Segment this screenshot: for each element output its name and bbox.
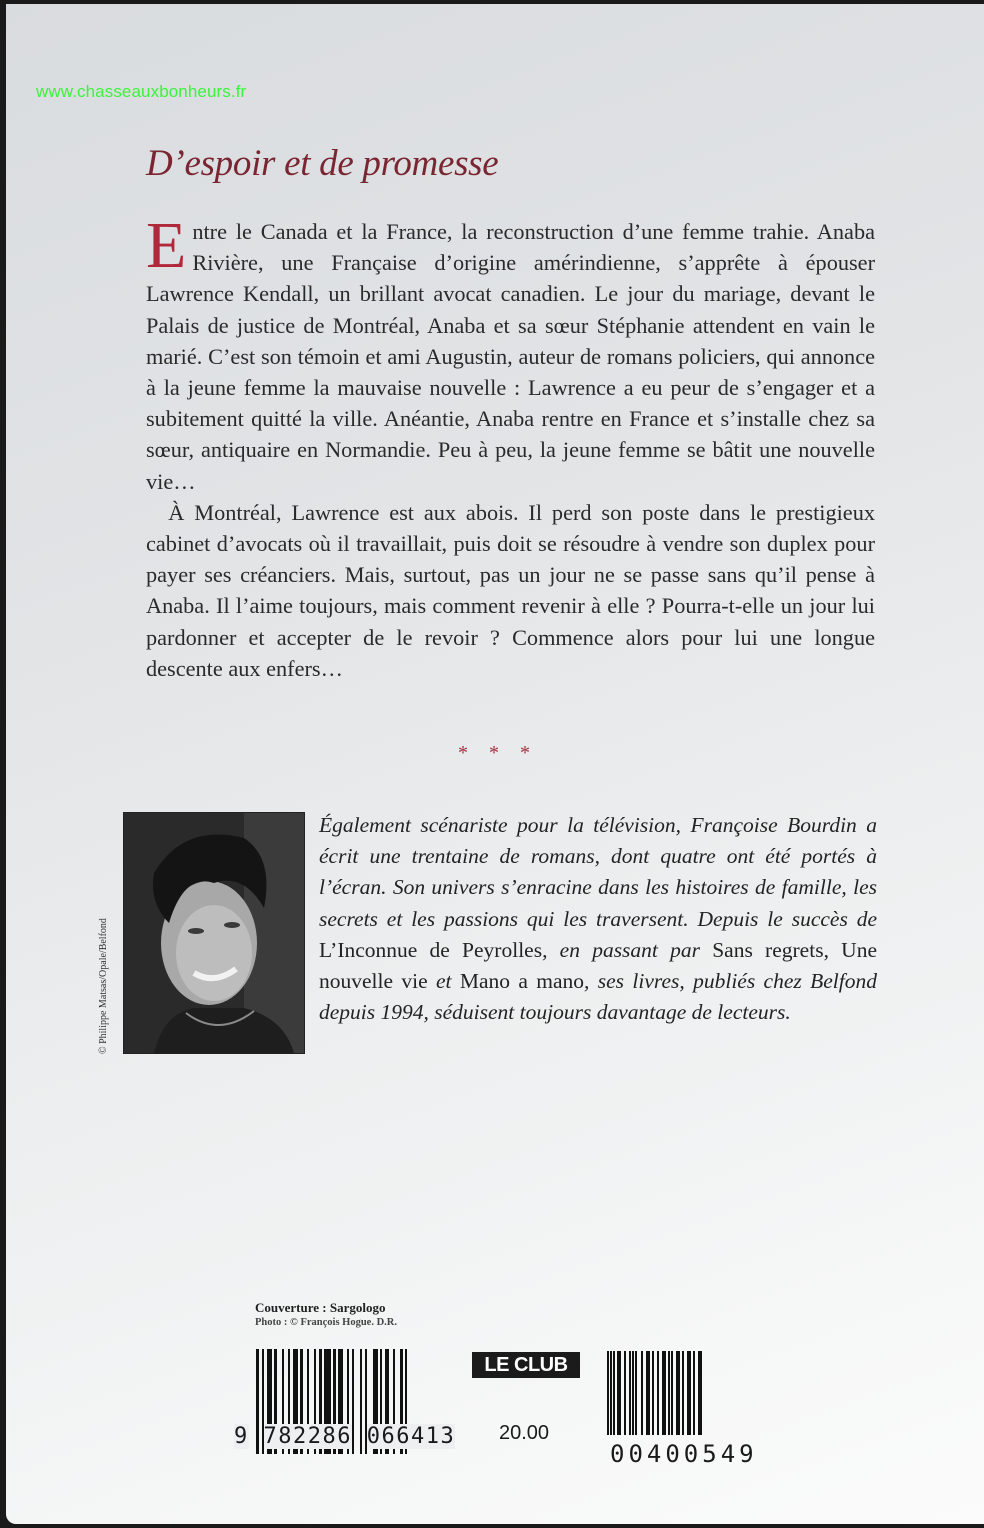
- bio-text: Également scénariste pour la télévision, Françoise Bourdin a écrit une trentaine de romans, dont quatre ont été portés à l’écran. Son univers s’enracine dans les histoires de famille, les secrets et les passions qui les traversent. Depuis le succès de: [319, 813, 877, 931]
- author-portrait-icon: [124, 813, 304, 1053]
- bio-text: ,: [823, 937, 842, 962]
- club-code: 00400549: [610, 1440, 758, 1468]
- isbn-group-2: 066413: [366, 1424, 456, 1449]
- cover-credits: [255, 1300, 397, 1328]
- author-photo: [123, 812, 305, 1054]
- bio-text: et: [427, 969, 460, 994]
- isbn-prefix: 9: [234, 1424, 249, 1449]
- photo-credit: © Philippe Matsas/Opale/Belfond: [98, 918, 109, 1054]
- drop-cap: E: [146, 209, 187, 282]
- synopsis: [146, 209, 875, 684]
- synopsis-paragraph-1: [146, 209, 875, 497]
- club-barcode: [607, 1351, 702, 1435]
- book-title-ref: Mano a mano: [459, 969, 585, 994]
- publisher-logo: LE CLUB: [472, 1352, 580, 1378]
- book-title-ref: Une nouvelle vie: [319, 937, 877, 994]
- photo-credit-line: Photo : © François Hogue. D.R.: [255, 1317, 398, 1328]
- synopsis-text-1: ntre le Canada et la France, la reconstruction d’une femme trahie. Anaba Rivière, une Française d’origine amérindienne, s’apprête à épouser Lawrence Kendall, un brillant avocat canadien. Le jour du mariage, devant le Palais de justice de Montréal, Anaba et sa sœur Stéphanie attendent en vain le marié. C’est son témoin et ami Augustin, auteur de romans policiers, qui annonce à la jeune femme la mauvaise nouvelle : Lawrence a eu peur de s’engager et a subitement quitté la ville. Anéantie, Anaba rentre en France et s’installe chez sa sœur, antiquaire en Normandie. Peu à peu, la jeune femme se bâtit une nouvelle vie…: [146, 219, 875, 494]
- isbn-digits: [234, 1424, 455, 1449]
- cover-credit: Couverture : Sargologo: [255, 1300, 386, 1315]
- book-title: D’espoir et de promesse: [146, 143, 499, 184]
- bio-text: , en passant par: [542, 937, 713, 962]
- synopsis-paragraph-2: À Montréal, Lawrence est aux abois. Il perd son poste dans le prestigieux cabinet d’avocats où il travaillait, puis doit se résoudre à vendre son duplex pour payer ses créanciers. Mais, surtout, pas un jour ne se passe sans qu’il pense à Anaba. Il l’aime toujours, mais comment revenir à elle ? Pourra-t-elle un jour lui pardonner et accepter de le revoir ? Commence alors pour lui une longue descente aux enfers…: [146, 499, 875, 681]
- watermark-url: www.chasseauxbonheurs.fr: [36, 82, 247, 101]
- isbn-group-1: 782286: [263, 1424, 352, 1449]
- author-bio: [319, 810, 877, 1028]
- book-back-cover: [6, 4, 984, 1524]
- bio-text: , ses livres, publiés chez Belfond depuis 1994, séduisent toujours davantage de lecteurs.: [319, 969, 877, 1025]
- book-title-ref: Sans regrets: [712, 937, 824, 962]
- price: 20.00: [499, 1422, 550, 1444]
- section-separator: * * *: [458, 742, 538, 764]
- book-title-ref: L’Inconnue de Peyrolles: [319, 937, 543, 962]
